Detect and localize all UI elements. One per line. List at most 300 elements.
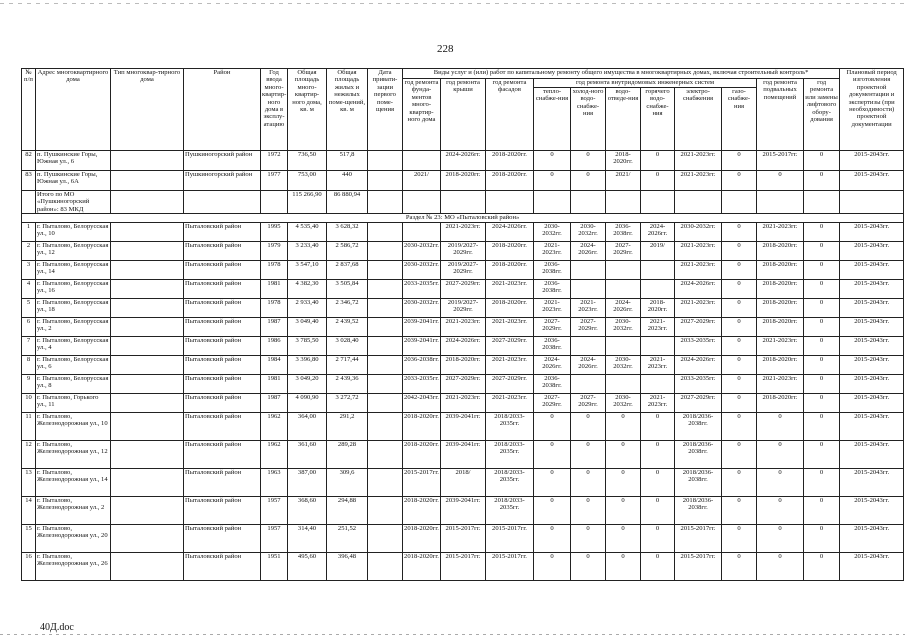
elec-cell: 2024-2026гг. [675,279,722,298]
facade-repair-cell: 2018/2033-2035гг. [486,440,534,468]
gas-cell: 0 [722,393,757,412]
priv-date-cell [368,260,403,279]
heat-repair-cell: 2036-2038гг. [534,260,571,279]
heat-repair-cell: 2036-2038гг. [534,374,571,393]
basement-cell: 0 [757,552,804,580]
lift-cell: 0 [804,171,840,191]
fund-repair-cell [403,222,441,241]
district-cell: Пыталовский район [184,496,261,524]
priv-date-cell [368,336,403,355]
lift-cell: 0 [804,279,840,298]
basement-cell: 2018-2020гг. [757,298,804,317]
hot-water-cell [641,374,675,393]
priv-date-cell [368,222,403,241]
plan-period-cell: 2015-2043гг. [840,552,904,580]
total-area-cell: 3 396,80 [288,355,327,374]
priv-date-cell [368,298,403,317]
table-row [22,279,904,298]
elec-cell: 2024-2026гг. [675,355,722,374]
gas-cell: 0 [722,412,757,440]
heat-repair-cell: 0 [534,171,571,191]
table-row [22,496,904,524]
total-area-cell: 4 090,90 [288,393,327,412]
hot-water-cell: 0 [641,412,675,440]
district-cell: Пыталовский район [184,552,261,580]
res-area-cell: 396,48 [327,552,368,580]
year-cell: 1962 [261,440,288,468]
col-facade-header: год ремонта фасадов [486,79,534,151]
facade-repair-cell: 2021-2023гг. [486,279,534,298]
priv-date-cell [368,151,403,171]
sewer-cell: 2021/ [606,171,641,191]
sewer-cell: 0 [606,552,641,580]
file-name: 40Д.doc [40,622,74,633]
sewer-cell: 2030-2032гг. [606,393,641,412]
facade-repair-cell: 2018-2020гг. [486,260,534,279]
fund-repair-cell [403,151,441,171]
table-row [22,151,904,171]
hot-water-cell: 0 [641,524,675,552]
table-row [22,468,904,496]
hot-water-cell: 0 [641,440,675,468]
col-hot-header: горячего водо-снабже-ния [641,88,675,151]
type-cell [111,336,184,355]
address-cell: г. Пыталово, Белорусская ул., 16 [36,279,111,298]
res-area-cell: 3 628,32 [327,222,368,241]
gas-cell: 0 [722,336,757,355]
type-cell [111,241,184,260]
row-number: 15 [22,524,36,552]
lift-cell: 0 [804,412,840,440]
year-cell: 1981 [261,374,288,393]
total-area-cell: 364,00 [288,412,327,440]
heat-repair-cell: 0 [534,440,571,468]
res-area-cell: 517,8 [327,151,368,171]
row-number: 10 [22,393,36,412]
gas-cell: 0 [722,222,757,241]
fund-repair-cell: 2018-2020гг. [403,496,441,524]
cold-water-cell: 2030-2032гг. [571,222,606,241]
res-area-cell: 2 586,72 [327,241,368,260]
row-number: 1 [22,222,36,241]
res-area-cell: 2 439,36 [327,374,368,393]
row-number: 8 [22,355,36,374]
priv-date-cell [368,412,403,440]
heat-repair-cell: 2036-2038гг. [534,336,571,355]
facade-repair-cell: 2018/2033-2035гг. [486,496,534,524]
sewer-cell: 2018-2020гг. [606,151,641,171]
cold-water-cell [571,260,606,279]
total-area-cell: 3 049,20 [288,374,327,393]
plan-period-cell: 2015-2043гг. [840,374,904,393]
total-area-cell: 4 382,30 [288,279,327,298]
table-row [22,374,904,393]
roof-repair-cell: 2019/2027-2029гг. [441,260,486,279]
lift-cell: 0 [804,496,840,524]
type-cell [111,171,184,191]
year-cell: 1962 [261,412,288,440]
cold-water-cell: 0 [571,171,606,191]
scan-edge-bottom [0,634,905,635]
address-cell: г. Пыталово, Железнодорожная ул., 14 [36,468,111,496]
plan-period-cell: 2015-2043гг. [840,393,904,412]
district-cell: Пушкиногорский район [184,151,261,171]
total-area-cell: 387,00 [288,468,327,496]
row-number: 3 [22,260,36,279]
basement-cell: 2015-2017гг. [757,151,804,171]
fund-repair-cell: 2018-2020гг. [403,412,441,440]
district-cell: Пыталовский район [184,374,261,393]
table-row [22,336,904,355]
plan-period-cell: 2015-2043гг. [840,336,904,355]
table-row [22,355,904,374]
priv-date-cell [368,171,403,191]
address-cell: г. Пыталово, Железнодорожная ул., 20 [36,524,111,552]
roof-repair-cell: 2024-2026гг. [441,151,486,171]
basement-cell: 2018-2020гг. [757,279,804,298]
sewer-cell: 2036-2038гг. [606,222,641,241]
fund-repair-cell: 2018-2020гг. [403,440,441,468]
address-cell: г. Пыталово, Белорусская ул., 12 [36,241,111,260]
elec-cell: 2030-2032гг. [675,222,722,241]
priv-date-cell [368,317,403,336]
type-cell [111,374,184,393]
heat-repair-cell: 0 [534,524,571,552]
fund-repair-cell: 2033-2035гг. [403,374,441,393]
fund-repair-cell: 2042-2043гг. [403,393,441,412]
col-elec-header: электро-снабжения [675,88,722,151]
priv-date-cell [368,440,403,468]
roof-repair-cell: 2015-2017гг. [441,524,486,552]
res-area-cell: 291,2 [327,412,368,440]
hot-water-cell: 2021-2023гг. [641,317,675,336]
roof-repair-cell: 2021-2023гг. [441,317,486,336]
heat-repair-cell: 2030-2032гг. [534,222,571,241]
cold-water-cell: 0 [571,552,606,580]
address-cell: г. Пыталово, Железнодорожная ул., 10 [36,412,111,440]
priv-date-cell [368,241,403,260]
col-plan-header: Плановый период изготовления проектной документации и экспертизы (при необходимости) проектной документации [840,69,904,151]
cold-water-cell [571,279,606,298]
table-row [22,260,904,279]
address-cell: г. Пыталово, Белорусская ул., 18 [36,298,111,317]
row-number: 5 [22,298,36,317]
basement-cell: 0 [757,412,804,440]
table-row [22,171,904,191]
basement-cell: 2021-2023гг. [757,374,804,393]
res-area-cell: 2 837,68 [327,260,368,279]
roof-repair-cell: 2027-2029гг. [441,279,486,298]
type-cell [111,440,184,468]
res-area-cell: 2 439,52 [327,317,368,336]
address-cell: г. Пыталово, Белорусская ул., 10 [36,222,111,241]
facade-repair-cell: 2018-2020гг. [486,241,534,260]
facade-repair-cell: 2015-2017гг. [486,552,534,580]
address-cell: г. Пыталово, Белорусская ул., 4 [36,336,111,355]
elec-cell: 2015-2017гг. [675,524,722,552]
row-number: 16 [22,552,36,580]
cold-water-cell [571,374,606,393]
table-row [22,412,904,440]
plan-period-cell: 2015-2043гг. [840,151,904,171]
year-cell: 1972 [261,151,288,171]
year-cell: 1957 [261,524,288,552]
cold-water-cell: 0 [571,496,606,524]
priv-date-cell [368,468,403,496]
sewer-cell: 2030-2032гг. [606,317,641,336]
district-cell: Пыталовский район [184,298,261,317]
plan-period-cell: 2015-2043гг. [840,298,904,317]
lift-cell: 0 [804,336,840,355]
address-cell: г. Пыталово, Железнодорожная ул., 2 [36,496,111,524]
cold-water-cell: 2021-2023гг. [571,298,606,317]
total-area-cell: 736,50 [288,151,327,171]
elec-cell: 2021-2023гг. [675,260,722,279]
fund-repair-cell: 2018-2020гг. [403,524,441,552]
col-num-header: № п/п [22,69,36,151]
type-cell [111,552,184,580]
gas-cell: 0 [722,171,757,191]
roof-repair-cell: 2021-2023гг. [441,393,486,412]
plan-period-cell: 2015-2043гг. [840,171,904,191]
sewer-cell: 0 [606,524,641,552]
col-type-header: Тип многоквар-тирного дома [111,69,184,151]
type-cell [111,524,184,552]
plan-period-cell: 2015-2043гг. [840,496,904,524]
fund-repair-cell: 2030-2032гг. [403,298,441,317]
address-cell: п. Пушкинские Горы, Южная ул., 6 [36,151,111,171]
plan-period-cell: 2015-2043гг. [840,260,904,279]
plan-period-cell: 2015-2043гг. [840,317,904,336]
row-number: 6 [22,317,36,336]
gas-cell: 0 [722,374,757,393]
address-cell: п. Пушкинские Горы, Южная ул., 6А [36,171,111,191]
total-area-cell: 3 233,40 [288,241,327,260]
hot-water-cell: 0 [641,151,675,171]
col-total-area-header: Общая площадь много-квартир-ного дома, кв. м [288,69,327,151]
heat-repair-cell: 0 [534,468,571,496]
heat-repair-cell: 2036-2038гг. [534,279,571,298]
heat-repair-cell: 0 [534,552,571,580]
district-cell: Пыталовский район [184,279,261,298]
heat-repair-cell: 2021-2023гг. [534,298,571,317]
roof-repair-cell: 2039-2041гг. [441,496,486,524]
lift-cell: 0 [804,393,840,412]
type-cell [111,260,184,279]
col-address-header: Адрес многоквартирного дома [36,69,111,151]
total-area-cell: 2 933,40 [288,298,327,317]
district-cell: Пыталовский район [184,260,261,279]
elec-cell: 2015-2017гг. [675,552,722,580]
elec-cell: 2018/2036-2038гг. [675,412,722,440]
col-cold-header: холод-ного водо-снабже-ния [571,88,606,151]
elec-cell: 2027-2029гг. [675,317,722,336]
basement-cell: 2021-2023гг. [757,222,804,241]
col-roof-header: год ремонта крыши [441,79,486,151]
type-cell [111,468,184,496]
cold-water-cell: 0 [571,412,606,440]
table-row [22,298,904,317]
basement-cell: 2018-2020гг. [757,317,804,336]
year-cell: 1987 [261,317,288,336]
cold-water-cell: 0 [571,468,606,496]
lift-cell: 0 [804,440,840,468]
basement-cell: 0 [757,496,804,524]
heat-repair-cell: 0 [534,496,571,524]
col-sewer-header: водо-отведе-ния [606,88,641,151]
sewer-cell: 2027-2029гг. [606,241,641,260]
fund-repair-cell: 2030-2032гг. [403,241,441,260]
sewer-cell [606,336,641,355]
district-cell: Пыталовский район [184,241,261,260]
priv-date-cell [368,496,403,524]
table-row [22,317,904,336]
elec-cell: 2033-2035гг. [675,336,722,355]
lift-cell: 0 [804,151,840,171]
fund-repair-cell: 2015-2017гг. [403,468,441,496]
lift-cell: 0 [804,260,840,279]
cold-water-cell: 0 [571,524,606,552]
year-cell: 1987 [261,393,288,412]
type-cell [111,496,184,524]
basement-cell: 2018-2020гг. [757,260,804,279]
roof-repair-cell: 2018-2020гг. [441,355,486,374]
hot-water-cell: 0 [641,171,675,191]
facade-repair-cell: 2024-2026гг. [486,222,534,241]
sewer-cell [606,374,641,393]
plan-period-cell: 2015-2043гг. [840,279,904,298]
sewer-cell [606,260,641,279]
lift-cell: 0 [804,222,840,241]
table-row [22,440,904,468]
hot-water-cell: 0 [641,552,675,580]
subtotal-total-area: 115 266,90 [288,191,327,214]
plan-period-cell: 2015-2043гг. [840,355,904,374]
cold-water-cell: 0 [571,151,606,171]
year-cell: 1978 [261,298,288,317]
gas-cell: 0 [722,355,757,374]
year-cell: 1995 [261,222,288,241]
roof-repair-cell: 2019/2027-2029гг. [441,298,486,317]
eng-systems-group-header: год ремонта внутридомовых инженерных систем [534,79,757,88]
fund-repair-cell: 2033-2035гг. [403,279,441,298]
plan-period-cell: 2015-2043гг. [840,241,904,260]
cold-water-cell [571,336,606,355]
facade-repair-cell: 2018/2033-2035гг. [486,412,534,440]
gas-cell: 0 [722,496,757,524]
gas-cell: 0 [722,298,757,317]
roof-repair-cell: 2018/ [441,468,486,496]
elec-cell: 2033-2035гг. [675,374,722,393]
table-row [22,552,904,580]
district-cell: Пыталовский район [184,440,261,468]
heat-repair-cell: 0 [534,412,571,440]
res-area-cell: 309,6 [327,468,368,496]
lift-cell: 0 [804,552,840,580]
fund-repair-cell: 2039-2041гг. [403,317,441,336]
gas-cell: 0 [722,552,757,580]
row-number: 9 [22,374,36,393]
type-cell [111,151,184,171]
total-area-cell: 368,60 [288,496,327,524]
scan-edge-top [0,3,905,4]
facade-repair-cell: 2018-2020гг. [486,151,534,171]
fund-repair-cell: 2036-2038гг. [403,355,441,374]
sewer-cell [606,279,641,298]
year-cell: 1957 [261,496,288,524]
gas-cell: 0 [722,260,757,279]
gas-cell: 0 [722,317,757,336]
basement-cell: 0 [757,171,804,191]
col-district-header: Район [184,69,261,151]
sewer-cell: 0 [606,440,641,468]
res-area-cell: 3 028,40 [327,336,368,355]
district-cell: Пыталовский район [184,393,261,412]
total-area-cell: 495,60 [288,552,327,580]
table-row [22,241,904,260]
heat-repair-cell: 2027-2029гг. [534,393,571,412]
repair-schedule-table [21,68,904,581]
facade-repair-cell: 2018/2033-2035гг. [486,468,534,496]
sewer-cell: 0 [606,412,641,440]
cold-water-cell: 2027-2029гг. [571,393,606,412]
type-cell [111,355,184,374]
roof-repair-cell: 2024-2026гг. [441,336,486,355]
plan-period-cell: 2015-2043гг. [840,412,904,440]
row-number: 11 [22,412,36,440]
type-cell [111,279,184,298]
res-area-cell: 2 717,44 [327,355,368,374]
basement-cell: 0 [757,468,804,496]
hot-water-cell [641,336,675,355]
facade-repair-cell: 2027-2029гг. [486,374,534,393]
fund-repair-cell: 2021/ [403,171,441,191]
cold-water-cell: 2024-2026гг. [571,355,606,374]
table-row [22,222,904,241]
hot-water-cell: 2021-2023гг. [641,355,675,374]
elec-cell: 2018/2036-2038гг. [675,496,722,524]
row-number: 13 [22,468,36,496]
sewer-cell: 0 [606,496,641,524]
hot-water-cell [641,260,675,279]
res-area-cell: 251,52 [327,524,368,552]
services-group-header: Виды услуг и (или) работ по капитальному ремонту общего имущества в многоквартирных домах, включая строительный контроль* [403,69,840,79]
fund-repair-cell: 2030-2032гг. [403,260,441,279]
col-basement-header: год ремонта подвальных помещений [757,79,804,151]
row-number: 14 [22,496,36,524]
district-cell: Пыталовский район [184,412,261,440]
year-cell: 1951 [261,552,288,580]
priv-date-cell [368,355,403,374]
total-area-cell: 4 535,40 [288,222,327,241]
elec-cell: 2021-2023гг. [675,151,722,171]
facade-repair-cell: 2021-2023гг. [486,317,534,336]
basement-cell: 2021-2023гг. [757,336,804,355]
address-cell: г. Пыталово, Железнодорожная ул., 12 [36,440,111,468]
year-cell: 1978 [261,260,288,279]
res-area-cell: 440 [327,171,368,191]
district-cell: Пушкиногорский район [184,171,261,191]
address-cell: г. Пыталово, Белорусская ул., 2 [36,317,111,336]
subtotal-label: Итого по МО «Пушкиногорский район»: 83 МКД [36,191,111,214]
row-number: 82 [22,151,36,171]
row-number: 4 [22,279,36,298]
res-area-cell: 2 346,72 [327,298,368,317]
roof-repair-cell: 2021-2023гг. [441,222,486,241]
lift-cell: 0 [804,241,840,260]
row-number: 2 [22,241,36,260]
district-cell: Пыталовский район [184,317,261,336]
